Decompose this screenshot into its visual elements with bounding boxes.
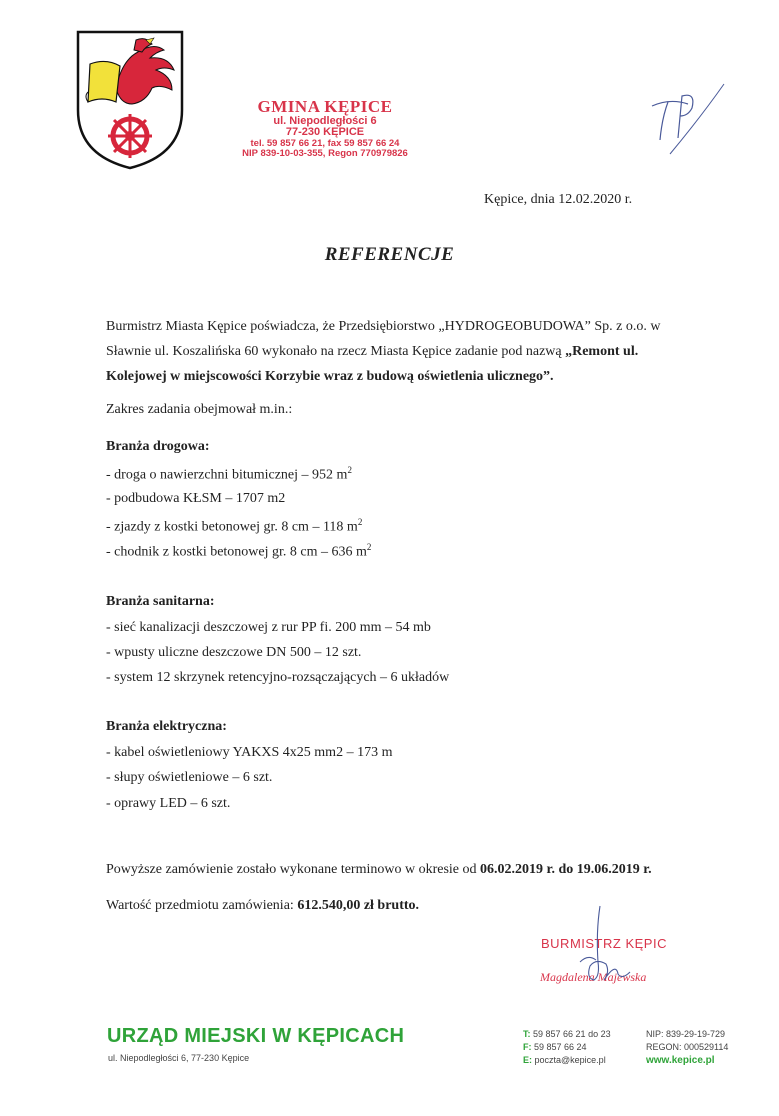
list-item: - system 12 skrzynek retencyjno-rozsączających – 6 układów bbox=[106, 670, 450, 685]
municipality-stamp bbox=[225, 98, 425, 159]
footer-regon: REGON: 000529114 bbox=[646, 1042, 729, 1052]
footer-phone: 59 857 66 21 do 23 bbox=[533, 1029, 611, 1039]
document-date: Kępice, dnia 12.02.2020 r. bbox=[484, 192, 633, 207]
section-heading-road: Branża drogowa: bbox=[106, 439, 210, 454]
footer-address: ul. Niepodległości 6, 77-230 Kępice bbox=[108, 1053, 250, 1063]
intro-paragraph bbox=[106, 314, 676, 389]
scope-intro: Zakres zadania obejmował m.in.: bbox=[106, 402, 293, 417]
footer-nip: NIP: 839-29-19-729 bbox=[646, 1029, 726, 1039]
footer-fax: 59 857 66 24 bbox=[534, 1042, 587, 1052]
signature-stamp-title: BURMISTRZ KĘPIC bbox=[541, 936, 667, 951]
stamp-title: GMINA KĘPICE bbox=[257, 97, 393, 116]
footer-contact: T: 59 857 66 21 do 23 F: 59 857 66 24 E: poczta@kepice.pl bbox=[523, 1029, 611, 1065]
list-item: - chodnik z kostki betonowej gr. 8 cm – 636 $m^2$ bbox=[106, 542, 372, 560]
list-item: - oprawy LED – 6 szt. bbox=[106, 796, 231, 811]
footer-website-link[interactable]: www.kepice.pl bbox=[646, 1055, 715, 1066]
list-item: - droga o nawierzchni bitumicznej – 952 $m^2$ bbox=[106, 465, 352, 483]
stamp-street: ul. Niepodległości 6 bbox=[273, 114, 377, 127]
section-heading-electrical: Branża elektryczna: bbox=[106, 719, 227, 734]
intro-text: Burmistrz Miasta Kępice poświadcza, że Przedsiębiorstwo „HYDROGEOBUDOWA” Sp. z o.o. w Sławnie ul. Koszalińska 60 wykonało na rzecz Miasta Kępice zadanie pod nazwą bbox=[106, 319, 661, 359]
completion-statement: Powyższe zamówienie zostało wykonane terminowo w okresie od 06.02.2019 r. do 19.06.2019 r. bbox=[106, 862, 652, 877]
list-item: - kabel oświetleniowy YAKXS 4x25 mm2 – 173 m bbox=[106, 745, 393, 760]
stamp-nip: NIP 839-10-03-355, Regon 770979826 bbox=[242, 147, 408, 159]
handwritten-signature bbox=[560, 902, 650, 992]
contract-value: Wartość przedmiotu zamówienia: 612.540,00 zł brutto. bbox=[106, 898, 420, 913]
signature-stamp-name: Magdalena Majewska bbox=[540, 970, 647, 984]
document-title: REFERENCJE bbox=[324, 244, 455, 265]
footer-office-name: URZĄD MIEJSKI W KĘPICACH bbox=[107, 1025, 405, 1047]
task-name: „Remont ul. Kolejowej w miejscowości Korzybie wraz z budową oświetlenia ulicznego”. bbox=[106, 344, 639, 384]
list-item: - zjazdy z kostki betonowej gr. 8 cm – 118 $m^2$ bbox=[106, 517, 363, 535]
stamp-city: 77-230 KĘPICE bbox=[285, 126, 365, 139]
footer-email: poczta@kepice.pl bbox=[534, 1055, 606, 1065]
list-item: - słupy oświetleniowe – 6 szt. bbox=[106, 770, 273, 785]
list-item: - wpusty uliczne deszczowe DN 500 – 12 szt. bbox=[106, 645, 362, 660]
section-heading-sanitary: Branża sanitarna: bbox=[106, 594, 215, 609]
coat-of-arms-logo bbox=[76, 30, 184, 170]
handwritten-initials bbox=[640, 78, 730, 168]
stamp-phone: tel. 59 857 66 21, fax 59 857 66 24 bbox=[250, 137, 400, 149]
footer-registry bbox=[646, 1028, 728, 1067]
list-item: - podbudowa KŁSM – 1707 m2 bbox=[106, 491, 286, 506]
list-item: - sieć kanalizacji deszczowej z rur PP fi. 200 mm – 54 mb bbox=[106, 620, 431, 635]
